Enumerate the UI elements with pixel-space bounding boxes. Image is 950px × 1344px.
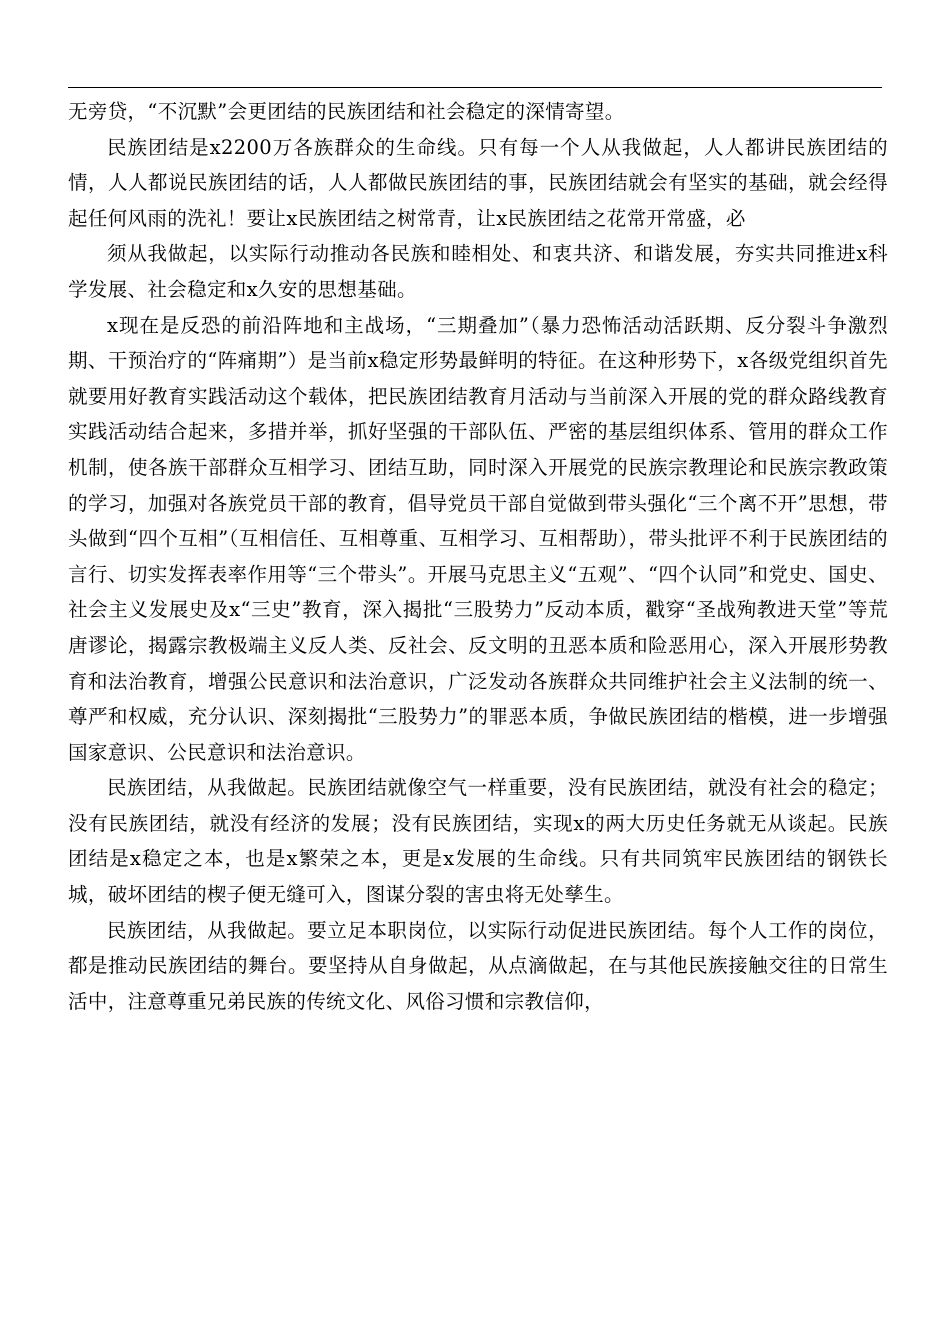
document-body [68,94,888,1019]
paragraph-4: x现在是反恐的前沿阵地和主战场，“三期叠加”（暴力恐怖活动活跃期、反分裂斗争激烈期、干预治疗的“阵痛期”）是当前x稳定形势最鲜明的特征。在这种形势下，x各级党组织首先就要用好教育实践活动这个载体，把民族团结教育月活动与当前深入开展的党的群众路线教育实践活动结合起来，多措并举，抓好坚强的干部队伍、严密的基层组织体系、管用的群众工作机制，使各族干部群众互相学习、团结互助，同时深入开展党的民族宗教理论和民族宗教政策的学习，加强对各族党员干部的教育，倡导党员干部自觉做到带头强化“三个离不开”思想，带头做到“四个互相”（互相信任、互相尊重、互相学习、互相帮助），带头批评不利于民族团结的言行、切实发挥表率作用等“三个带头”。开展马克思主义“五观”、“四个认同”和党史、国史、社会主义发展史及x“三史”教育，深入揭批“三股势力”反动本质，戳穿“圣战殉教进天堂”等荒唐谬论，揭露宗教极端主义反人类、反社会、反文明的丑恶本质和险恶用心，深入开展形势教育和法治教育，增强公民意识和法治意识，广泛发动各族群众共同维护社会主义法制的统一、尊严和权威，充分认识、深刻揭批“三股势力”的罪恶本质，争做民族团结的楷模，进一步增强国家意识、公民意识和法治意识。 [68,313,888,764]
paragraph-3: 须从我做起，以实际行动推动各民族和睦相处、和衷共济、和谐发展，夯实共同推进x科学发展、社会稳定和x久安的思想基础。 [68,242,888,301]
header-rule [68,87,882,88]
paragraph-2: 民族团结是x2200万各族群众的生命线。只有每一个人从我做起，人人都讲民族团结的情，人人都说民族团结的话，人人都做民族团结的事，民族团结就会有坚实的基础，就会经得起任何风雨的洗礼！要让x民族团结之树常青，让x民族团结之花常开常盛，必 [68,135,888,230]
paragraph-5: 民族团结，从我做起。民族团结就像空气一样重要，没有民族团结，就没有社会的稳定；没有民族团结，就没有经济的发展；没有民族团结，实现x的两大历史任务就无从谈起。民族团结是x稳定之本，也是x繁荣之本，更是x发展的生命线。只有共同筑牢民族团结的钢铁长城，破坏团结的楔子便无缝可入，图谋分裂的害虫将无处孳生。 [68,776,888,907]
paragraph-1: 无旁贷，“不沉默”会更团结的民族团结和社会稳定的深情寄望。 [68,100,625,123]
paragraph-6: 民族团结，从我做起。要立足本职岗位，以实际行动促进民族团结。每个人工作的岗位，都是推动民族团结的舞台。要坚持从自身做起，从点滴做起，在与其他民族接触交往的日常生活中，注意尊重兄弟民族的传统文化、风俗习惯和宗教信仰， [68,918,888,1013]
